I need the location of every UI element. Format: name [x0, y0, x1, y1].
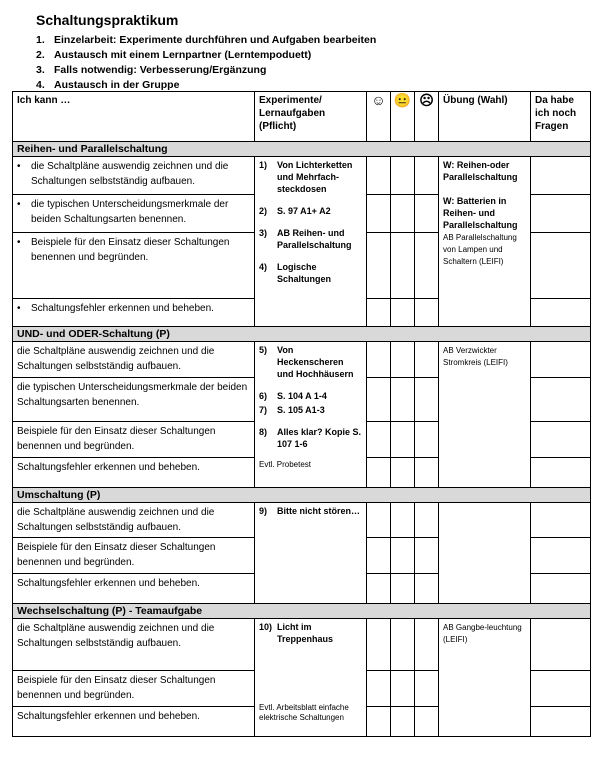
- rating-cell[interactable]: [367, 458, 391, 488]
- rating-cell[interactable]: [415, 299, 439, 327]
- rating-cell[interactable]: [367, 195, 391, 233]
- table-row: die typischen Unterscheidungsmerkmale der beiden Schaltungsarten benennen.: [13, 378, 255, 422]
- table-row: die Schaltpläne auswendig zeichnen und die Schaltungen selbstständig aufbauen.: [13, 503, 255, 538]
- experiments-cell: 5) Von Heckenscheren und Hochhäusern 6) S. 104 A 1-4 7) S. 105 A1-3 8) Alles klar? Kopie S. 107 1-6 Evtl. Probetest: [255, 342, 367, 488]
- rating-cell[interactable]: [391, 378, 415, 422]
- table-row: Schaltungsfehler erkennen und beheben.: [13, 458, 255, 488]
- table-row: Schaltungsfehler erkennen und beheben.: [13, 574, 255, 604]
- happy-face-icon: ☺: [367, 92, 391, 142]
- rating-cell[interactable]: [367, 671, 391, 707]
- rating-cell[interactable]: [415, 503, 439, 538]
- rating-cell[interactable]: [367, 157, 391, 195]
- rating-cell[interactable]: [415, 619, 439, 671]
- rating-cell[interactable]: [415, 707, 439, 737]
- rating-cell[interactable]: [391, 619, 415, 671]
- rating-cell[interactable]: [391, 233, 415, 299]
- table-row: Schaltungsfehler erkennen und beheben.: [13, 707, 255, 737]
- rating-cell[interactable]: [391, 157, 415, 195]
- table-row: Beispiele für den Einsatz dieser Schaltungen benennen und begründen.: [13, 671, 255, 707]
- section-header: Reihen- und Parallelschaltung: [13, 142, 591, 157]
- table-row: • die typischen Unterscheidungsmerkmale der beiden Schaltungsarten benennen.: [13, 195, 255, 233]
- experiments-cell: 10) Licht im Treppenhaus Evtl. Arbeitsblatt einfache elektrische Schaltungen: [255, 619, 367, 737]
- table-row: • Beispiele für den Einsatz dieser Schaltungen benennen und begründen.: [13, 233, 255, 299]
- rating-cell[interactable]: [367, 299, 391, 327]
- step-item: 1. Einzelarbeit: Experimente durchführen und Aufgaben bearbeiten: [36, 34, 377, 46]
- rating-cell[interactable]: [367, 342, 391, 378]
- rating-cell[interactable]: [391, 422, 415, 458]
- header-uebung: Übung (Wahl): [439, 92, 531, 142]
- rating-cell[interactable]: [367, 574, 391, 604]
- question-cell[interactable]: [531, 157, 591, 195]
- question-cell[interactable]: [531, 707, 591, 737]
- header-experimente: Experimente/ Lernaufgaben (Pflicht): [255, 92, 367, 142]
- competence-table: [12, 91, 591, 737]
- question-cell[interactable]: [531, 195, 591, 233]
- question-cell[interactable]: [531, 458, 591, 488]
- question-cell[interactable]: [531, 378, 591, 422]
- rating-cell[interactable]: [367, 619, 391, 671]
- steps-list: [36, 33, 376, 93]
- question-cell[interactable]: [531, 619, 591, 671]
- rating-cell[interactable]: [367, 233, 391, 299]
- question-cell[interactable]: [531, 342, 591, 378]
- step-item: 3. Falls notwendig: Verbesserung/Ergänzung: [36, 64, 267, 76]
- table-row: die Schaltpläne auswendig zeichnen und die Schaltungen selbstständig aufbauen.: [13, 619, 255, 671]
- rating-cell[interactable]: [367, 538, 391, 574]
- rating-cell[interactable]: [415, 671, 439, 707]
- rating-cell[interactable]: [367, 503, 391, 538]
- rating-cell[interactable]: [415, 157, 439, 195]
- header-dahabe: Da habe ich noch Fragen: [531, 92, 591, 142]
- experiments-cell: 1) Von Lichterketten und Mehrfach-steckdosen 2) S. 97 A1+ A2 3) AB Reihen- und Parallelschaltung 4) Logische Schaltungen: [255, 157, 367, 327]
- rating-cell[interactable]: [415, 458, 439, 488]
- rating-cell[interactable]: [391, 195, 415, 233]
- question-cell[interactable]: [531, 233, 591, 299]
- rating-cell[interactable]: [415, 378, 439, 422]
- sad-face-icon: ☹: [415, 92, 439, 142]
- rating-cell[interactable]: [415, 342, 439, 378]
- question-cell[interactable]: [531, 299, 591, 327]
- table-row: die Schaltpläne auswendig zeichnen und die Schaltungen selbstständig aufbauen.: [13, 342, 255, 378]
- rating-cell[interactable]: [367, 422, 391, 458]
- rating-cell[interactable]: [391, 538, 415, 574]
- section-header: Umschaltung (P): [13, 488, 591, 503]
- rating-cell[interactable]: [391, 574, 415, 604]
- question-cell[interactable]: [531, 671, 591, 707]
- rating-cell[interactable]: [391, 671, 415, 707]
- rating-cell[interactable]: [415, 195, 439, 233]
- rating-cell[interactable]: [391, 299, 415, 327]
- rating-cell[interactable]: [367, 707, 391, 737]
- uebung-cell: AB Gangbe-leuchtung (LEIFI): [439, 619, 531, 737]
- step-item: 2. Austausch mit einem Lernpartner (Lerntempoduett): [36, 49, 312, 61]
- page-title: Schaltungspraktikum: [36, 12, 179, 28]
- uebung-cell: [439, 503, 531, 604]
- question-cell[interactable]: [531, 538, 591, 574]
- question-cell[interactable]: [531, 503, 591, 538]
- table-row: Beispiele für den Einsatz dieser Schaltungen benennen und begründen.: [13, 538, 255, 574]
- uebung-cell: AB Verzwickter Stromkreis (LEIFI): [439, 342, 531, 488]
- table-row: Beispiele für den Einsatz dieser Schaltungen benennen und begründen.: [13, 422, 255, 458]
- question-cell[interactable]: [531, 422, 591, 458]
- rating-cell[interactable]: [415, 422, 439, 458]
- question-cell[interactable]: [531, 574, 591, 604]
- step-item: 4. Austausch in der Gruppe: [36, 79, 180, 91]
- rating-cell[interactable]: [391, 342, 415, 378]
- section-header: UND- und ODER-Schaltung (P): [13, 327, 591, 342]
- rating-cell[interactable]: [367, 378, 391, 422]
- uebung-cell: W: Reihen-oder Parallelschaltung W: Batterien in Reihen- und Parallelschaltung AB Parallelschaltung von Lampen und Schaltern (LEIFI): [439, 157, 531, 327]
- neutral-face-icon: 😐: [391, 92, 415, 142]
- table-row: • Schaltungsfehler erkennen und beheben.: [13, 299, 255, 327]
- section-header: Wechselschaltung (P) - Teamaufgabe: [13, 604, 591, 619]
- rating-cell[interactable]: [391, 707, 415, 737]
- experiments-cell: 9) Bitte nicht stören…: [255, 503, 367, 604]
- rating-cell[interactable]: [415, 233, 439, 299]
- rating-cell[interactable]: [391, 503, 415, 538]
- rating-cell[interactable]: [391, 458, 415, 488]
- header-ichkann: Ich kann …: [13, 92, 255, 142]
- rating-cell[interactable]: [415, 574, 439, 604]
- rating-cell[interactable]: [415, 538, 439, 574]
- table-row: • die Schaltpläne auswendig zeichnen und die Schaltungen selbstständig aufbauen.: [13, 157, 255, 195]
